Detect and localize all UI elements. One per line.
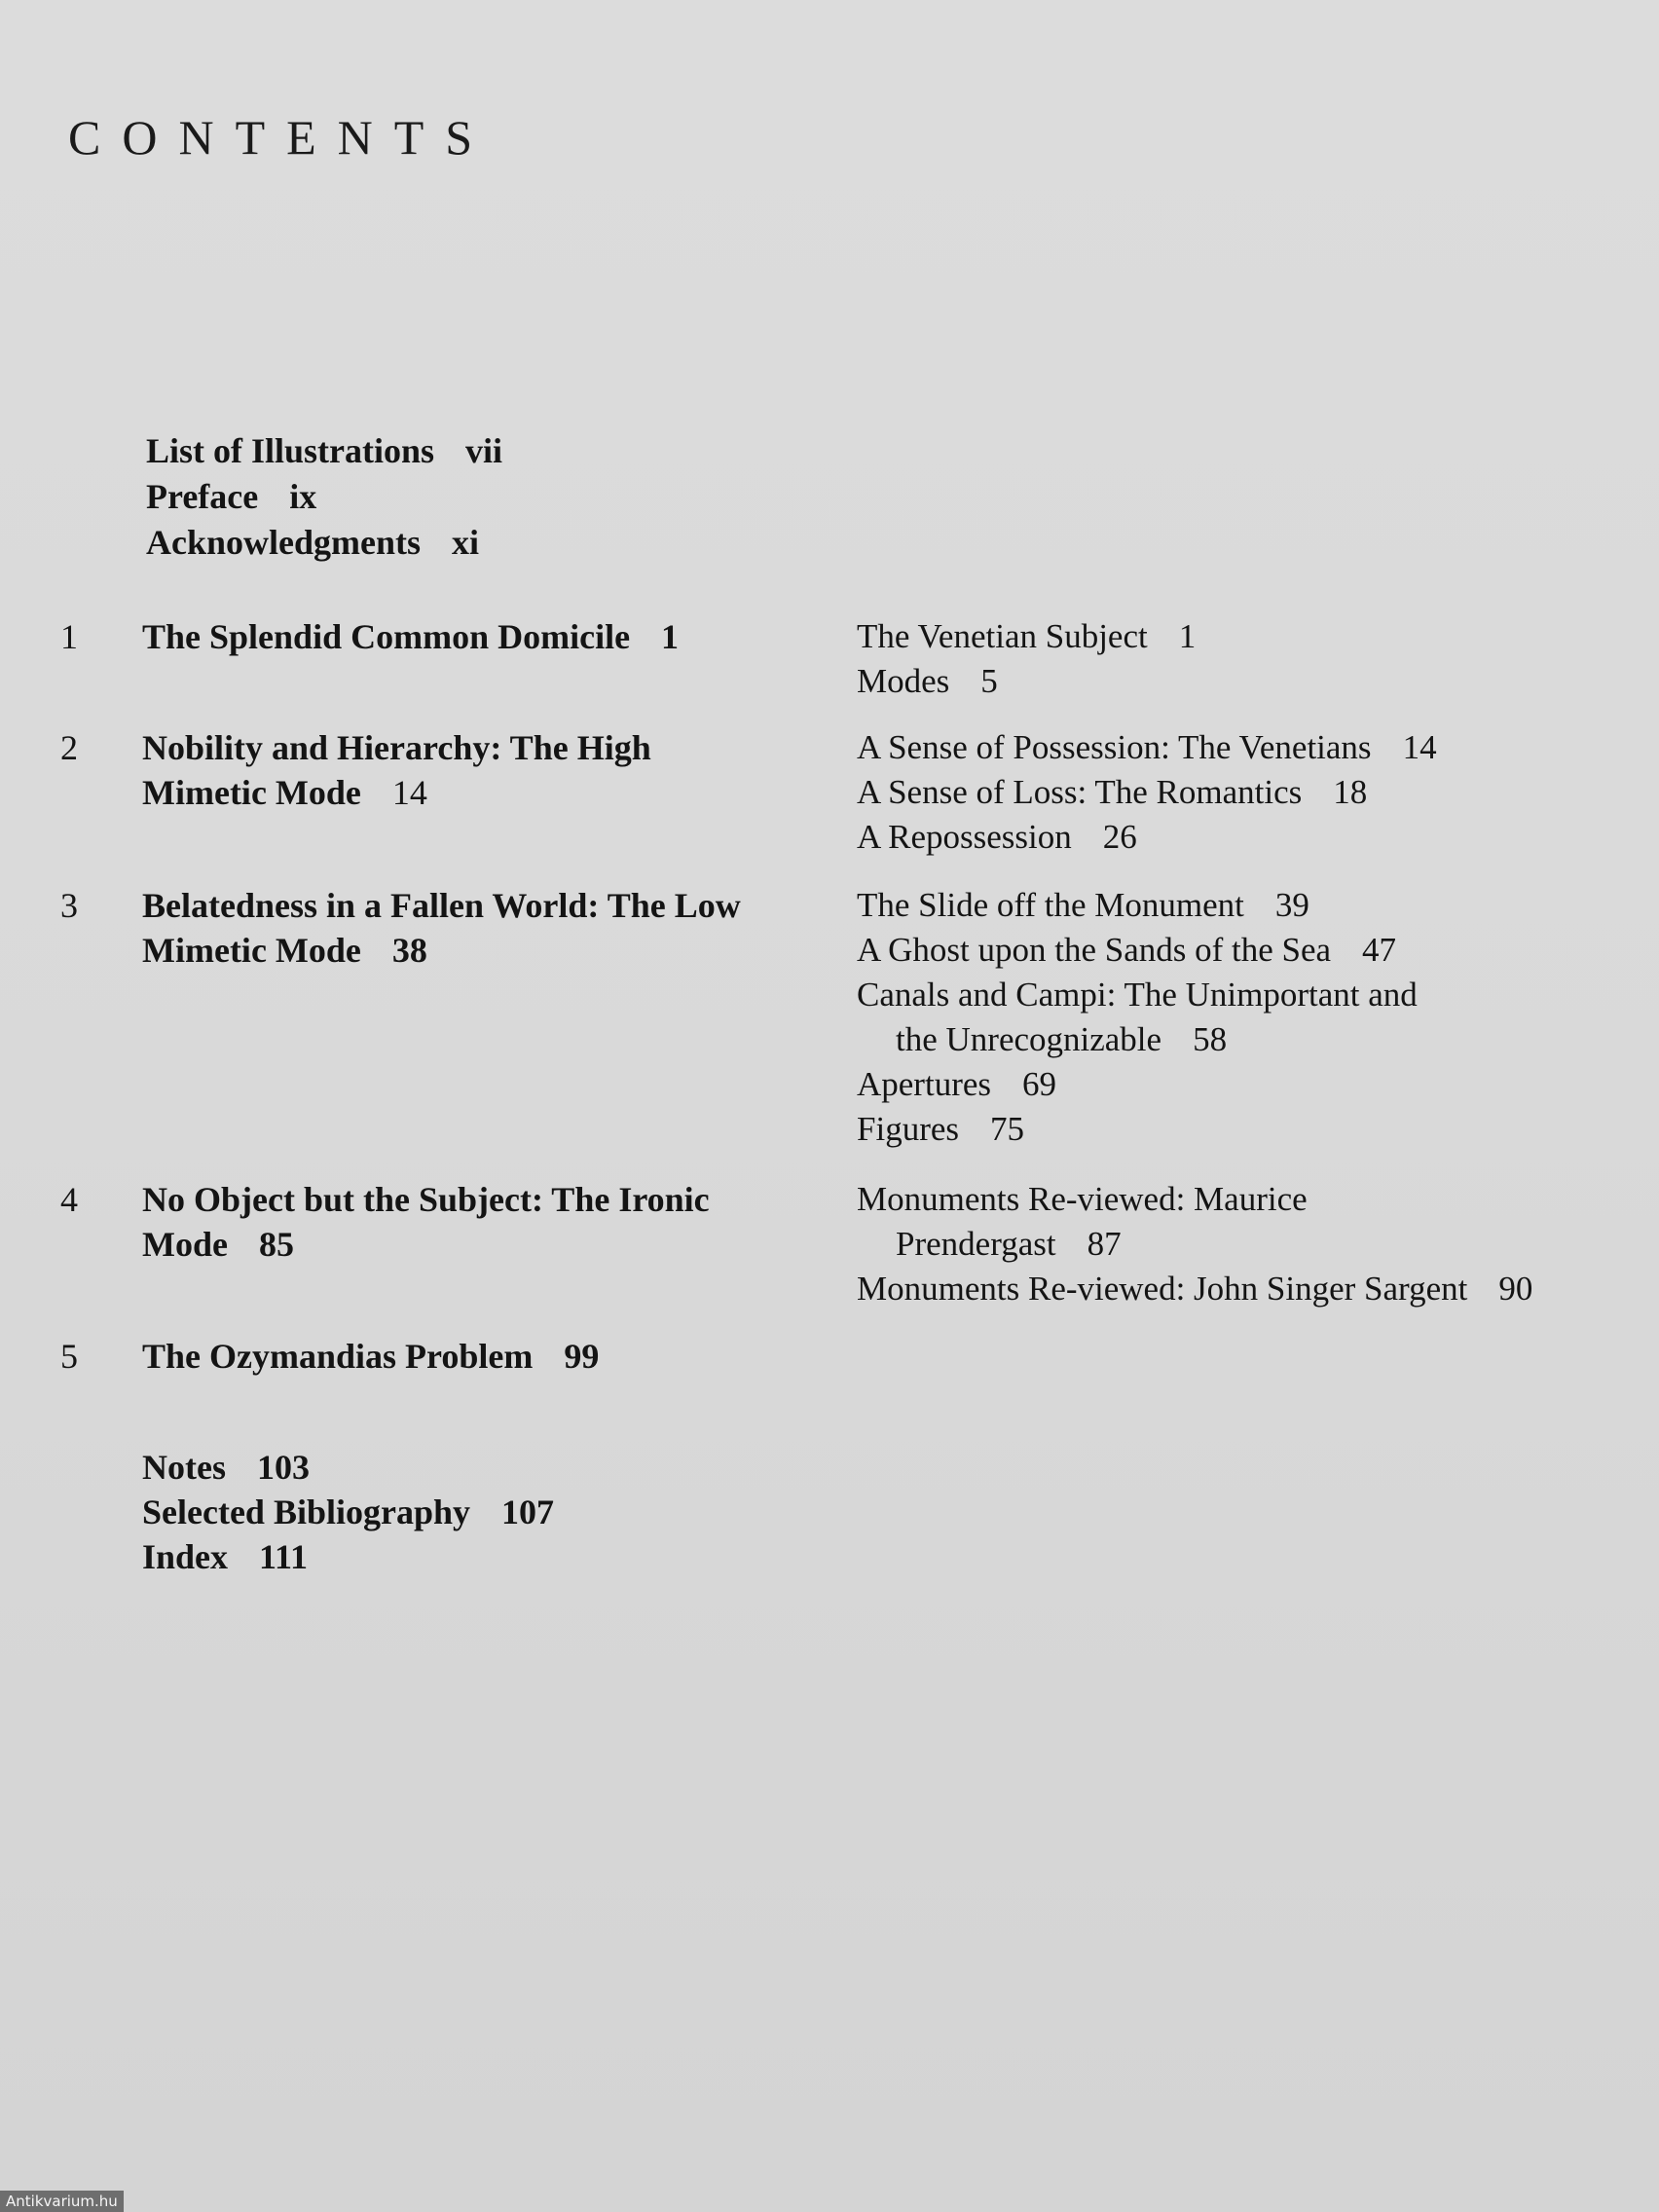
front-matter-item xyxy=(146,520,502,566)
page-number: 26 xyxy=(1102,818,1137,856)
chapter-2-sections xyxy=(857,725,1437,860)
chapter-title: Belatedness in a Fallen World: The Low Mimetic Mode 38 xyxy=(142,886,741,970)
section-entry: Figures 75 xyxy=(857,1110,1024,1148)
page-number: 14 xyxy=(1402,728,1437,766)
page-number: 1 xyxy=(661,617,680,656)
page-number: 47 xyxy=(1362,931,1397,969)
entry-label: Acknowledgments xyxy=(146,523,422,562)
page-number: 90 xyxy=(1498,1270,1533,1308)
front-matter xyxy=(146,428,502,566)
entry-label: Notes xyxy=(142,1448,226,1487)
page-number: 69 xyxy=(1022,1065,1057,1103)
back-matter xyxy=(142,1445,554,1579)
page-number: 75 xyxy=(990,1110,1024,1148)
section-entry: A Ghost upon the Sands of the Sea 47 xyxy=(857,931,1397,969)
back-matter-item xyxy=(142,1490,554,1534)
page-number: 87 xyxy=(1087,1225,1122,1263)
section-entry: A Repossession 26 xyxy=(857,818,1137,856)
section-entry-continuation: Prendergast 87 xyxy=(896,1225,1122,1263)
page-number: 1 xyxy=(1178,617,1197,655)
entry-label: Index xyxy=(142,1537,229,1576)
page-number: 103 xyxy=(256,1448,310,1487)
chapter-title: No Object but the Subject: The Ironic Mode 85 xyxy=(142,1180,710,1264)
section-entry-continuation: the Unrecognizable 58 xyxy=(896,1020,1228,1058)
page-number: 99 xyxy=(564,1337,600,1376)
chapter-number: 5 xyxy=(60,1337,78,1376)
page-number: 38 xyxy=(391,931,427,970)
page-number: 107 xyxy=(501,1493,555,1531)
watermark: Antikvarium.hu xyxy=(0,2191,124,2212)
back-matter-item xyxy=(142,1445,554,1490)
entry-label: Selected Bibliography xyxy=(142,1493,471,1531)
front-matter-item xyxy=(146,474,502,520)
page-number: vii xyxy=(465,431,503,470)
page-number: 111 xyxy=(259,1537,309,1576)
chapter-4-sections xyxy=(857,1177,1532,1311)
section-entry: Canals and Campi: The Unimportant and xyxy=(857,976,1418,1014)
section-entry: Monuments Re-viewed: Maurice xyxy=(857,1180,1308,1218)
page-number: xi xyxy=(452,523,480,562)
front-matter-item xyxy=(146,428,502,474)
page-number: 58 xyxy=(1193,1020,1228,1058)
page-number: 14 xyxy=(391,773,427,812)
page-number: ix xyxy=(289,477,317,516)
page-number: 18 xyxy=(1333,773,1368,811)
chapter-number: 3 xyxy=(60,886,78,925)
page-number: 39 xyxy=(1274,886,1309,924)
back-matter-item xyxy=(142,1534,554,1579)
page-number: 5 xyxy=(980,662,998,700)
chapter-number: 2 xyxy=(60,728,78,767)
chapter-number: 1 xyxy=(60,617,78,656)
entry-label: Preface xyxy=(146,477,259,516)
chapter-title: The Splendid Common Domicile 1 xyxy=(142,617,680,656)
chapter-number: 4 xyxy=(60,1180,78,1219)
page-number: 85 xyxy=(258,1225,294,1264)
page-title: CONTENTS xyxy=(68,110,495,165)
section-entry: A Sense of Possession: The Venetians 14 xyxy=(857,728,1437,766)
section-entry: A Sense of Loss: The Romantics 18 xyxy=(857,773,1368,811)
chapter-title: The Ozymandias Problem 99 xyxy=(142,1337,600,1376)
section-entry: The Slide off the Monument 39 xyxy=(857,886,1309,924)
entry-label: List of Illustrations xyxy=(146,431,435,470)
section-entry: The Venetian Subject 1 xyxy=(857,617,1197,655)
chapter-1-sections xyxy=(857,614,1196,704)
section-entry: Apertures 69 xyxy=(857,1065,1057,1103)
chapter-title: Nobility and Hierarchy: The High Mimetic Mode 14 xyxy=(142,728,651,812)
section-entry: Monuments Re-viewed: John Singer Sargent 90 xyxy=(857,1270,1533,1308)
section-entry: Modes 5 xyxy=(857,662,998,700)
chapter-3-sections xyxy=(857,883,1418,1152)
